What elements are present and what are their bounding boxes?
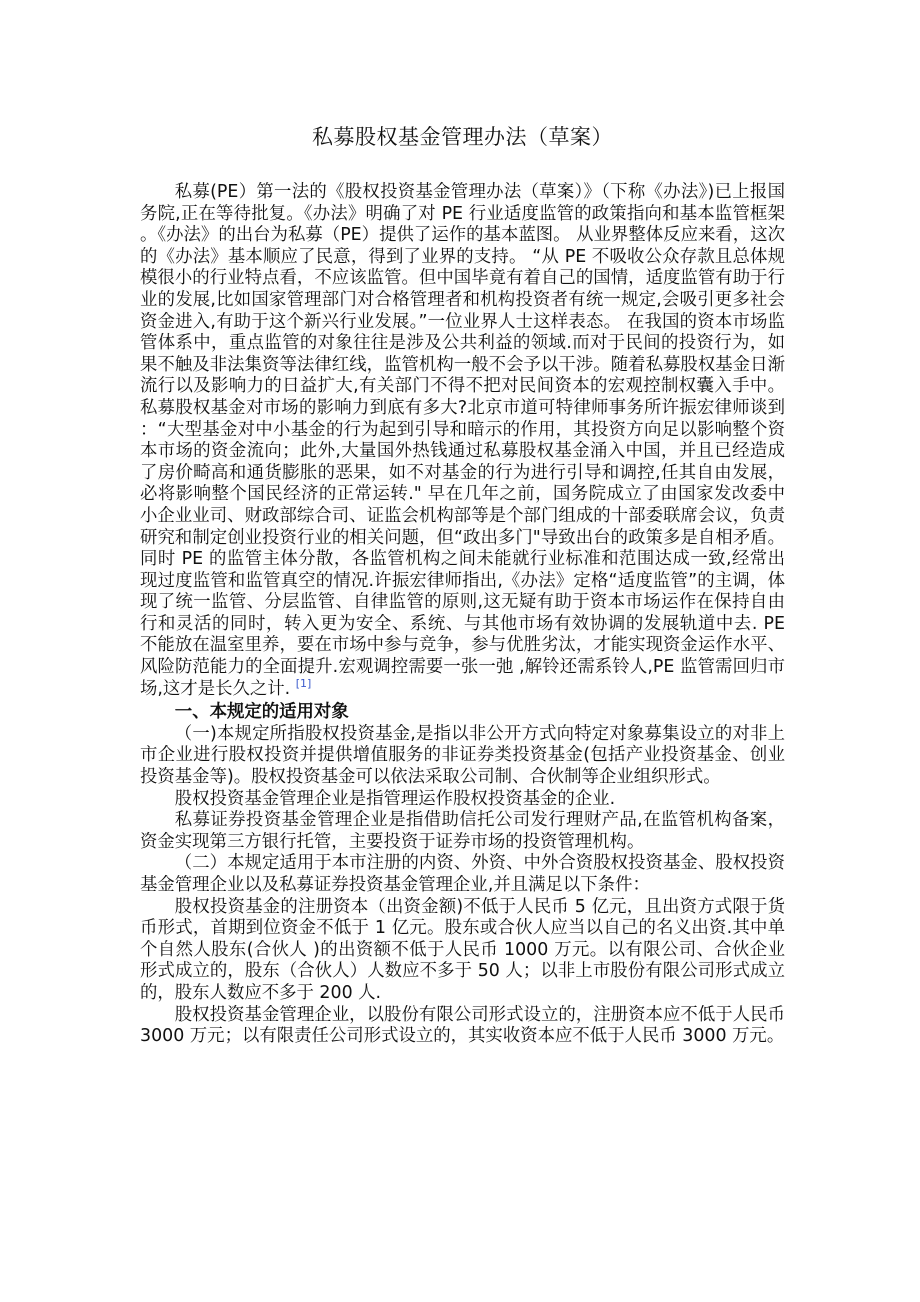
section-heading: 一、本规定的适用对象: [174, 702, 349, 723]
document-body: [140, 182, 785, 1048]
intro-paragraph: [140, 182, 785, 700]
paragraph-definition-securities-manager: 私募证券投资基金管理企业是指借助信托公司发行理财产品,在监管机构备案，资金实现第三方银行托管，主要投资于证券市场的投资管理机构。: [140, 810, 785, 852]
paragraph-definition-fund: （一)本规定所指股权投资基金,是指以非公开方式向特定对象募集设立的对非上市企业进行股权投资并提供增值服务的非证券类投资基金(包括产业投资基金、创业投资基金等)。股权投资基金可以依法采取公司制、合伙制等企业组织形式。: [140, 723, 785, 788]
document-title: 私募股权基金管理办法（草案）: [312, 125, 613, 149]
document-page: [140, 0, 785, 1048]
paragraph-fund-capital: 股权投资基金的注册资本（出资金额)不低于人民币 5 亿元，且出资方式限于货币形式，首期到位资金不低于 1 亿元。股东或合伙人应当以自己的名义出资.其中单个自然人股东(合伙人 )的出资额不低于人民币 1000 万元。以有限公司、合伙企业形式成立的，股东（合伙人）人数应不多于 50 人；以非上市股份有限公司形式成立的，股东人数应不多于 200 人.: [140, 896, 785, 1003]
paragraph-definition-manager: 股权投资基金管理企业是指管理运作股权投资基金的企业.: [174, 788, 616, 809]
intro-paragraph-text: 私募(PE）第一法的《股权投资基金管理办法（草案）》（下称《办法》)已上报国务院,正在等待批复。《办法》明确了对 PE 行业适度监管的政策指向和基本监管框架。《办法》的出台为私募（PE）提供了运作的基本蓝图。 从业界整体反应来看，这次的《办法》基本顺应了民意，得到了业界的支持。 “从 PE 不吸收公众存款且总体规模很小的行业特点看，不应该监管。但中国毕竟有着自己的国情，适度监管有助于行业的发展,比如国家管理部门对合格管理者和机构投资者有统一规定,会吸引更多社会资金进入,有助于这个新兴行业发展。”一位业界人士这样表态。 在我国的资本市场监管体系中，重点监管的对象往往是涉及公共利益的领域.而对于民间的投资行为，如果不触及非法集资等法律红线，监管机构一般不会予以干涉。随着私募股权基金日渐流行以及影响力的日益扩大,有关部门不得不把对民间资本的宏观控制权囊入手中。 私募股权基金对市场的影响力到底有多大?北京市道可特律师事务所许振宏律师谈到：“大型基金对中小基金的行为起到引导和暗示的作用，其投资方向足以影响整个资本市场的资金流向；此外,大量国外热钱通过私募股权基金涌入中国，并且已经造成了房价畸高和通货膨胀的恶果，如不对基金的行为进行引导和调控,任其自由发展，必将影响整个国民经济的正常运转." 早在几年之前，国务院成立了由国家发改委中小企业业司、财政部综合司、证监会机构部等是个部门组成的十部委联席会议，负责研究和制定创业投资行业的相关问题，但“政出多门"导致出台的政策多是自相矛盾。同时 PE 的监管主体分散，各监管机构之间未能就行业标准和范围达成一致,经常出现过度监管和监管真空的情况.许振宏律师指出,《办法》定格“适度监管”的主调，体现了统一监管、分层监管、自律监管的原则,这无疑有助于资本市场运作在保持自由行和灵活的同时，转入更为安全、系统、与其他市场有效协调的发展轨道中去. PE 不能放在温室里养，要在市场中参与竞争，参与优胜劣汰，才能实现资金运作水平、风险防范能力的全面提升.宏观调控需要一张一弛 ,解铃还需系铃人,PE 监管需回归市场,这才是长久之计.: [140, 182, 785, 699]
paragraph-scope: （二）本规定适用于本市注册的内资、外资、中外合资股权投资基金、股权投资基金管理企业以及私募证券投资基金管理企业,并且满足以下条件：: [140, 853, 785, 895]
paragraph-manager-capital: 股权投资基金管理企业，以股份有限公司形式设立的，注册资本应不低于人民币 3000 万元；以有限责任公司形式设立的，其实收资本应不低于人民币 3000 万元。: [140, 1004, 785, 1047]
reference-link[interactable]: [1]: [295, 676, 312, 690]
